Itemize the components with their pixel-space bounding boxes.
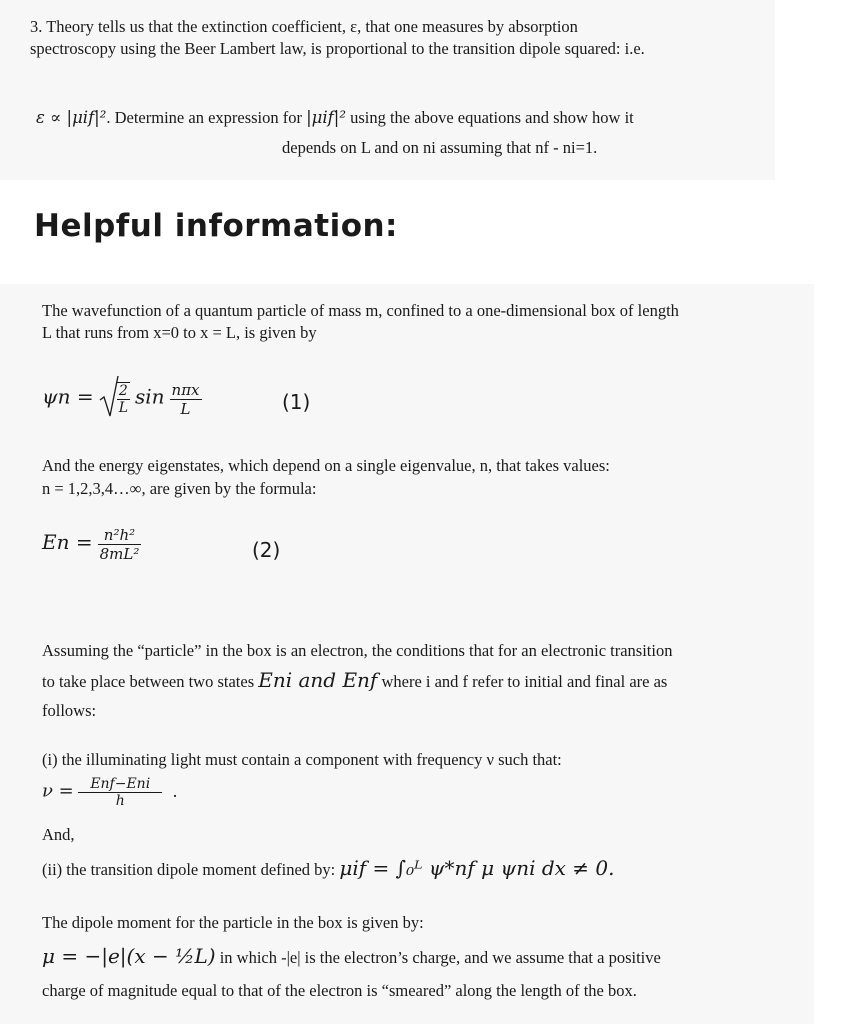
- radical-icon: [99, 374, 119, 418]
- dipole-line-1: The dipole moment for the particle in the box is given by:: [42, 913, 424, 932]
- dipole-expression: μ = −|e|(x − ½L): [42, 944, 216, 968]
- helpful-information-heading: Helpful information:: [34, 208, 398, 244]
- equation-2: [42, 526, 141, 563]
- sqrt-fraction: $\frac{2}{L}$: [118, 383, 128, 416]
- dipole-line-2: μ = −|e|(x − ½L) in which -|e| is the electron’s charge, and we assume that a positive: [42, 944, 661, 968]
- question-line-1: 3. Theory tells us that the extinction coefficient, ε, that one measures by absorption: [30, 17, 578, 36]
- sin-argument-fraction: $\frac{\text{nπx}}{L}$: [171, 380, 200, 418]
- dipole-squared-expression: |μif|²: [306, 108, 346, 127]
- equation-1-lhs: ψn =: [42, 384, 94, 409]
- sqrt-sign: [99, 374, 119, 424]
- equation-2-label: (2): [252, 538, 281, 562]
- question-line-4: depends on L and on ni assuming that nf - ni=1.: [282, 138, 598, 157]
- condition-1: (i) the illuminating light must contain a component with frequency ν such that:: [42, 750, 562, 769]
- equation-1: [42, 374, 202, 424]
- frequency-equation: [42, 776, 177, 809]
- equation-2-lhs: En =: [42, 530, 93, 555]
- energy-line-2: n = 1,2,3,4…∞, are given by the formula:: [42, 479, 317, 498]
- energy-fraction: $\frac{\text{n²h²}}{\text{8mL²}}$: [99, 526, 140, 563]
- question-line-2: spectroscopy using the Beer Lambert law, is proportional to the transition dipole squared: i.e.: [30, 39, 645, 58]
- frequency-fraction: $\frac{\text{Enf−Eni}}{h}$: [78, 776, 162, 809]
- wavefunction-line-2: L that runs from x=0 to x = L, is given by: [42, 323, 317, 342]
- wavefunction-line-1: The wavefunction of a quantum particle of mass m, confined to a one-dimensional box of length: [42, 301, 679, 320]
- using-text: using the above equations and show how it: [350, 108, 634, 127]
- and-text: And,: [42, 825, 75, 844]
- question-line-3: [36, 108, 634, 128]
- assumption-line-1: Assuming the “particle” in the box is an electron, the conditions that for an electronic transition: [42, 641, 673, 660]
- proportionality-expression: ε ∝ |μif|²: [36, 108, 107, 127]
- equation-1-label: (1): [282, 390, 311, 414]
- transition-dipole-integral: μif = ∫₀ᴸ ψ*nf μ ψni dx ≠ 0.: [339, 856, 615, 880]
- determine-text: . Determine an expression for: [106, 108, 302, 127]
- frequency-dot: .: [172, 780, 178, 801]
- sin-function: sin: [134, 384, 165, 409]
- assumption-line-2: to take place between two states Eni and Enf where i and f refer to initial and final are as: [42, 668, 668, 692]
- assumption-line-3: follows:: [42, 701, 97, 720]
- dipole-line-3: charge of magnitude equal to that of the electron is “smeared” along the length of the box.: [42, 981, 637, 1000]
- energy-line-1: And the energy eigenstates, which depend on a single eigenvalue, n, that takes values:: [42, 456, 610, 475]
- states-expression: Eni and Enf: [258, 668, 378, 692]
- condition-2: (ii) the transition dipole moment defined by: μif = ∫₀ᴸ ψ*nf μ ψni dx ≠ 0.: [42, 856, 615, 880]
- frequency-lhs: ν =: [42, 780, 74, 802]
